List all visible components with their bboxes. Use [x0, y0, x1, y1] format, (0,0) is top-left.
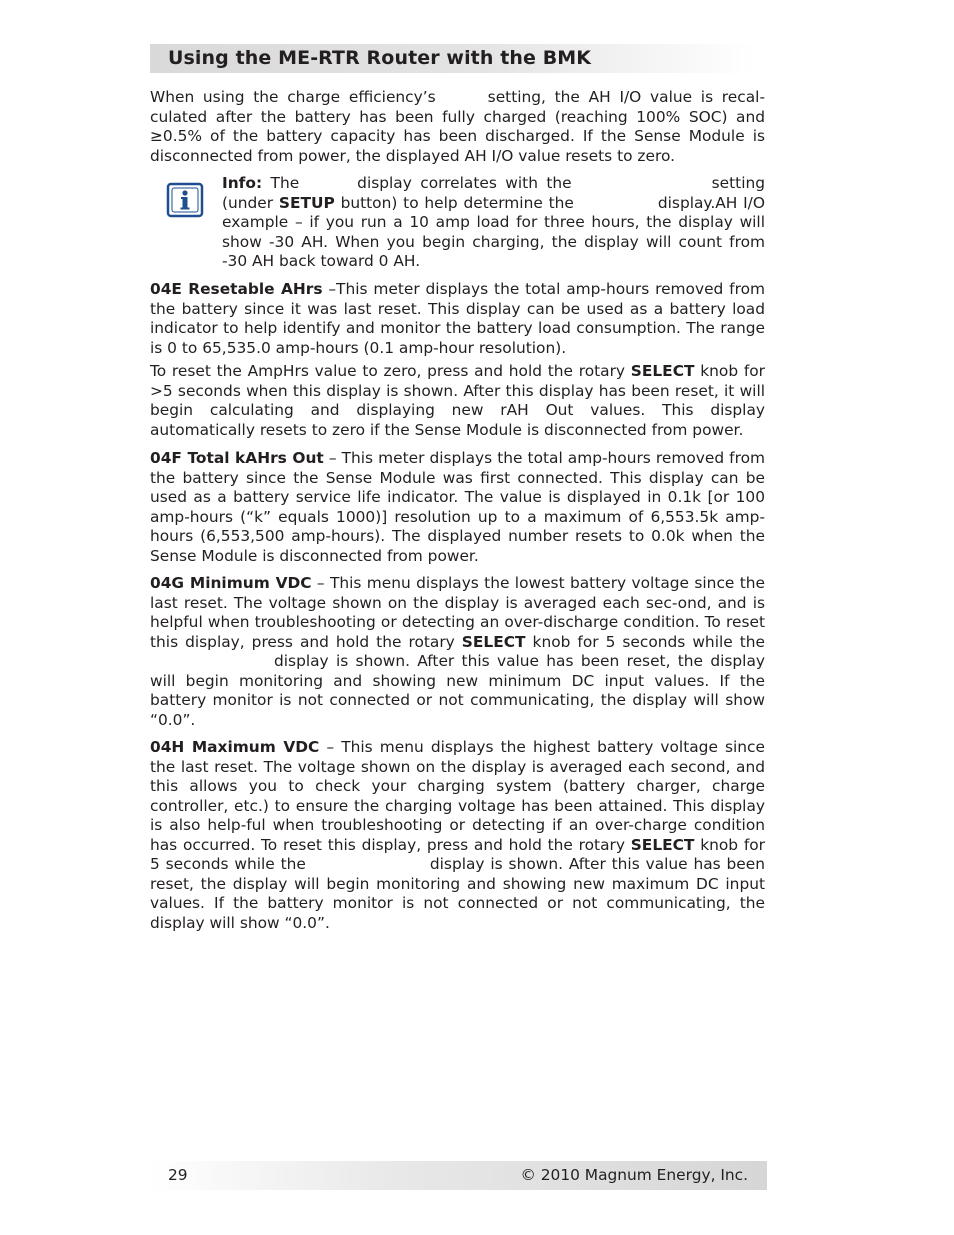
text-04g-2: knob for 5 seconds while the [525, 632, 765, 651]
info-icon [166, 182, 204, 218]
section-04f [150, 449, 765, 566]
section-04e [150, 280, 765, 358]
reset-text-1: To reset the AmpHrs value to zero, press and hold the rotary [150, 362, 631, 380]
intro-paragraph [150, 88, 765, 166]
copyright: © 2010 Magnum Energy, Inc. [520, 1166, 748, 1184]
text-04h-1: – This menu displays the highest battery voltage since the last reset. The voltage shown on the display is averaged each second, and this allows you to check your charging system (battery charger, charge controller, etc.) to ensure the charging voltage has been attained. This display is also help-ful when troubleshooting or detecting if an over-charge condition has occurred. To reset this display, press and hold the rotary [150, 738, 765, 854]
section-title: Using the ME-RTR Router with the BMK [168, 47, 592, 69]
heading-04e: 04E Resetable AHrs [150, 280, 323, 298]
reset-paragraph [150, 362, 765, 440]
select-keyword: SELECT [630, 362, 695, 380]
info-text-4: button) to help determine the [340, 193, 574, 212]
info-text-3: setting (under [222, 174, 765, 212]
page-number: 29 [168, 1166, 188, 1184]
heading-04f: 04F Total kAHrs Out [150, 449, 324, 467]
info-text-2: display correlates with the [357, 174, 572, 192]
text-04g-3: display is shown. After this value has been reset, the display will begin monitoring and showing new minimum DC input values. If the battery monitor is not connected or not communicating, the display will show “0.0”. [150, 652, 765, 729]
info-text-1: The [270, 174, 300, 192]
text-04h-2: knob for 5 seconds while the [150, 835, 765, 873]
info-paragraph [222, 174, 765, 272]
text-04e: –This meter displays the total amp-hours removed from the battery since it was last reset. This display can be used as a battery load indicator to help identify and monitor the battery load consumption. The range is 0 to 65,535.0 amp-hours (0.1 amp-hour resolution). [150, 280, 765, 357]
select-keyword: SELECT [630, 835, 695, 854]
text-04h-3: display is shown. After this value has been reset, the display will begin monitoring and showing new maximum DC input values. If the battery monitor is not connected or not communicating, the display will show “0.0”. [150, 855, 765, 932]
text-04f: – This meter displays the total amp-hours removed from the battery since the Sense Module was first connected. This display can be used as a battery service life indicator. The value is displayed in 0.1k [or 100 amp-hours (“k” equals 1000)] resolution up to a maximum of 6,553.5k amp-hours (6,553,500 amp-hours). The displayed number resets to 0.0k when the Sense Module is disconnected from power. [150, 449, 765, 565]
section-04h [150, 738, 765, 933]
setup-keyword: SETUP [278, 193, 335, 212]
heading-04h: 04H Maximum VDC [150, 738, 320, 756]
info-label: Info: [222, 174, 263, 192]
intro-text-2: setting, the AH I/O value is recal-culated after the battery has been fully charged (reaching 100% SOC) and ≥0.5% of the battery capacity has been discharged. If the Sense Module is disconnected from power, the displayed AH I/O value resets to zero. [150, 88, 765, 165]
intro-text-1: When using the charge efficiency’s [150, 88, 436, 106]
section-04g [150, 574, 765, 730]
select-keyword: SELECT [461, 632, 526, 651]
heading-04g: 04G Minimum VDC [150, 574, 312, 592]
info-text-5: display.AH I/O example – if you run a 10 amp load for three hours, the display will show -30 AH. When you begin charging, the display will count from -30 AH back toward 0 AH. [222, 193, 765, 270]
text-04g-1: – This menu displays the lowest battery voltage since the last reset. The voltage shown on the display is averaged each sec-ond, and is helpful when troubleshooting or detecting an over-discharge condition. To reset this display, press and hold the rotary [150, 574, 765, 651]
reset-text-2: knob for >5 seconds when this display is shown. After this display has been reset, it will begin calculating and displaying new rAH Out values. This display automatically resets to zero if the Sense Module is disconnected from power. [150, 362, 765, 439]
